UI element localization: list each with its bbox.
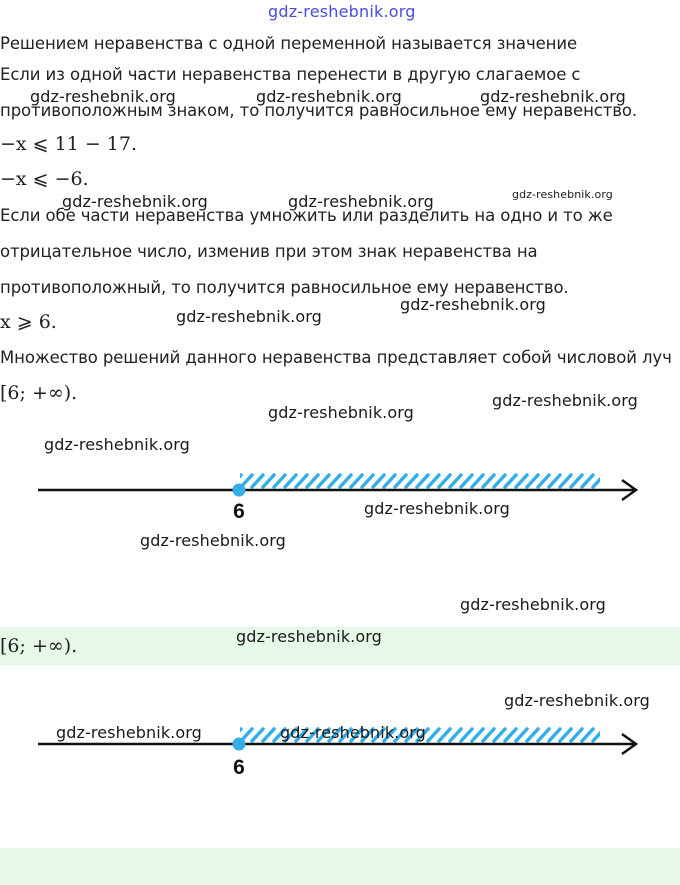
hatch-stroke xyxy=(571,729,582,741)
hatch-stroke xyxy=(604,475,615,487)
watermark: gdz-reshebnik.org xyxy=(30,87,176,106)
hatch-stroke xyxy=(582,475,593,487)
hatch-stroke xyxy=(582,729,593,741)
hatch-marks xyxy=(230,475,626,487)
hatch-stroke xyxy=(450,729,461,741)
hatch-stroke xyxy=(461,475,472,487)
hatch-stroke xyxy=(527,729,538,741)
watermark: gdz-reshebnik.org xyxy=(400,295,546,314)
hatch-stroke xyxy=(560,729,571,741)
hatch-stroke xyxy=(252,475,263,487)
watermark: gdz-reshebnik.org xyxy=(364,499,510,518)
hatch-stroke xyxy=(483,475,494,487)
watermark: gdz-reshebnik.org xyxy=(288,192,434,211)
answer-interval: [6; +∞). xyxy=(0,635,78,657)
hatch-stroke xyxy=(285,475,296,487)
watermark: gdz-reshebnik.org xyxy=(56,723,202,742)
hatch-stroke xyxy=(340,475,351,487)
hatch-stroke xyxy=(560,475,571,487)
solution-text-line: Если из одной части неравенства перенести в другую слагаемое с xyxy=(0,65,581,84)
watermark: gdz-reshebnik.org xyxy=(460,595,606,614)
hatch-stroke xyxy=(406,475,417,487)
hatch-stroke xyxy=(417,475,428,487)
hatch-stroke xyxy=(362,475,373,487)
hatch-stroke xyxy=(483,729,494,741)
watermark: gdz-reshebnik.org xyxy=(504,691,650,710)
hatch-stroke xyxy=(450,475,461,487)
watermark: gdz-reshebnik.org xyxy=(140,531,286,550)
hatch-stroke xyxy=(472,729,483,741)
solution-text-line: Если обе части неравенства умножить или разделить на одно и то же xyxy=(0,206,613,225)
hatch-stroke xyxy=(439,475,450,487)
solution-text-line: Множество решений данного неравенства представляет собой числовой луч xyxy=(0,348,672,367)
hatch-stroke xyxy=(461,729,472,741)
number-line xyxy=(0,470,680,530)
point-marker xyxy=(233,484,246,497)
math-expression: −x ⩽ 11 − 17. xyxy=(0,133,138,155)
point-label: 6 xyxy=(233,500,245,523)
solution-text-line: противоположным знаком, то получится равносильное ему неравенство. xyxy=(0,101,638,120)
hatched-ray xyxy=(230,475,626,487)
answer-box-bottom xyxy=(0,848,680,885)
hatch-stroke xyxy=(307,475,318,487)
hatch-stroke xyxy=(373,475,384,487)
hatch-stroke xyxy=(549,475,560,487)
watermark: gdz-reshebnik.org xyxy=(44,435,190,454)
hatch-stroke xyxy=(395,475,406,487)
hatch-stroke xyxy=(351,475,362,487)
hatch-stroke xyxy=(494,475,505,487)
hatch-stroke xyxy=(428,729,439,741)
point-marker xyxy=(233,738,246,751)
solution-text-line: Решением неравенства с одной переменной называется значение xyxy=(0,34,578,53)
hatch-stroke xyxy=(505,475,516,487)
hatch-stroke xyxy=(549,729,560,741)
watermark: gdz-reshebnik.org xyxy=(176,307,322,326)
hatch-stroke xyxy=(263,729,274,741)
hatch-stroke xyxy=(494,729,505,741)
math-expression: x ⩾ 6. xyxy=(0,311,57,333)
watermark: gdz-reshebnik.org xyxy=(62,192,208,211)
hatch-stroke xyxy=(472,475,483,487)
watermark: gdz-reshebnik.org xyxy=(256,87,402,106)
point-label: 6 xyxy=(233,756,245,779)
solution-text-line: противоположный, то получится равносильное ему неравенство. xyxy=(0,278,569,297)
watermark: gdz-reshebnik.org xyxy=(492,391,638,410)
watermark: gdz-reshebnik.org xyxy=(480,87,626,106)
hatch-stroke xyxy=(516,475,527,487)
hatch-stroke xyxy=(384,475,395,487)
hatch-stroke xyxy=(329,475,340,487)
hatch-stroke xyxy=(296,475,307,487)
hatch-stroke xyxy=(274,475,285,487)
hatch-stroke xyxy=(263,475,274,487)
math-expression: [6; +∞). xyxy=(0,382,78,404)
hatch-stroke xyxy=(516,729,527,741)
hatch-stroke xyxy=(593,475,604,487)
hatch-stroke xyxy=(527,475,538,487)
hatch-stroke xyxy=(318,475,329,487)
hatch-stroke xyxy=(252,729,263,741)
watermark: gdz-reshebnik.org xyxy=(236,627,382,646)
hatch-stroke xyxy=(439,729,450,741)
hatch-stroke xyxy=(428,475,439,487)
hatch-stroke xyxy=(538,729,549,741)
hatch-stroke xyxy=(604,729,615,741)
hatch-stroke xyxy=(505,729,516,741)
hatch-stroke xyxy=(593,729,604,741)
solution-text-line: отрицательное число, изменив при этом знак неравенства на xyxy=(0,242,538,261)
math-expression: −x ⩽ −6. xyxy=(0,168,89,190)
watermark: gdz-reshebnik.org xyxy=(268,403,414,422)
hatch-stroke xyxy=(538,475,549,487)
watermark: gdz-reshebnik.org xyxy=(280,723,426,742)
watermark: gdz-reshebnik.org xyxy=(512,188,613,201)
hatch-stroke xyxy=(571,475,582,487)
site-link[interactable]: gdz-reshebnik.org xyxy=(268,2,416,21)
